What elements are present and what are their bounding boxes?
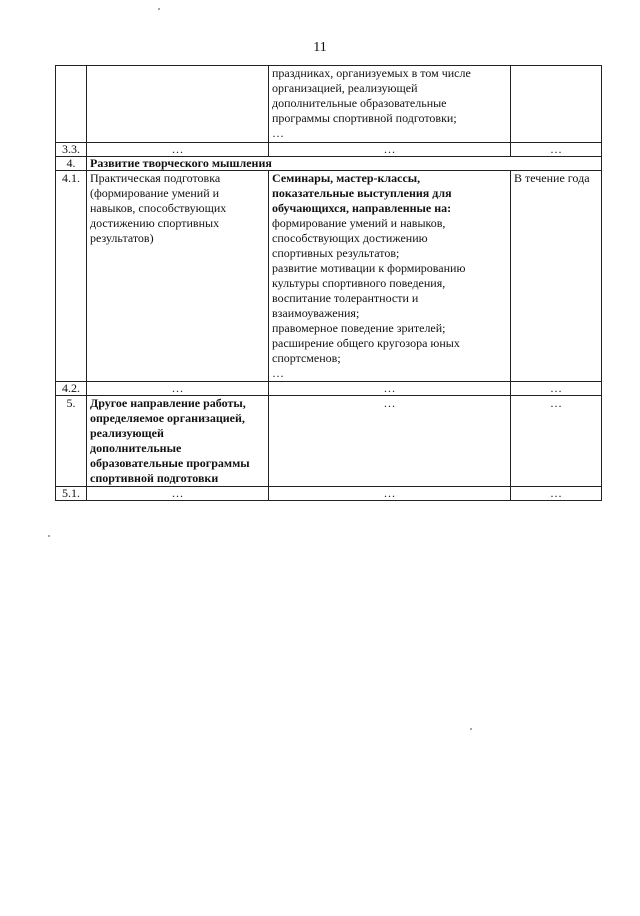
row-events: … — [269, 487, 511, 501]
text-line-bold: обучающихся, направленные на: — [272, 201, 452, 215]
text-line-bold: спортивной подготовки — [90, 471, 219, 485]
row-deadline: … — [511, 382, 602, 396]
row-content-type: … — [87, 487, 269, 501]
section-number: 5. — [56, 396, 87, 487]
text-line: спортсменов; — [272, 351, 341, 365]
section-row — [56, 396, 602, 487]
row-number: 3.3. — [56, 143, 87, 157]
row-deadline: … — [511, 487, 602, 501]
row-number: 4.1. — [56, 171, 87, 382]
section-title: Развитие творческого мышления — [87, 157, 602, 171]
table-row — [56, 171, 602, 382]
text-line: культуры спортивного поведения, — [272, 276, 446, 290]
row-content-type — [87, 66, 269, 143]
page-number: 11 — [313, 40, 327, 55]
text-line: организацией, реализующей — [272, 81, 418, 95]
text-line: результатов) — [90, 231, 154, 245]
text-line: формирование умений и навыков, — [272, 216, 446, 230]
row-events — [269, 171, 511, 382]
text-line: навыков, способствующих — [90, 201, 227, 215]
row-events — [269, 66, 511, 143]
text-line: способствующих достижению — [272, 231, 428, 245]
text-line: достижению спортивных — [90, 216, 220, 230]
text-line-bold: образовательные программы — [90, 456, 250, 470]
table-row — [56, 382, 602, 396]
scan-speck — [470, 728, 472, 730]
row-content-type: … — [87, 382, 269, 396]
text-line: программы спортивной подготовки; — [272, 111, 457, 125]
text-line: (формирование умений и — [90, 186, 220, 200]
row-number — [56, 66, 87, 143]
text-line: спортивных результатов; — [272, 246, 400, 260]
text-line: … — [272, 366, 284, 380]
row-deadline: В течение года — [511, 171, 602, 382]
text-line: воспитание толерантности и — [272, 291, 419, 305]
row-events: … — [269, 396, 511, 487]
text-line-bold: дополнительные — [90, 441, 182, 455]
text-line: Практическая подготовка — [90, 171, 221, 185]
row-deadline: … — [511, 143, 602, 157]
text-line: расширение общего кругозора юных — [272, 336, 460, 350]
row-events: … — [269, 143, 511, 157]
text-line: … — [272, 126, 284, 140]
table-row — [56, 487, 602, 501]
text-line-bold: Другое направление работы, — [90, 396, 246, 410]
row-content-type — [87, 171, 269, 382]
row-content-type: … — [87, 143, 269, 157]
scan-speck — [48, 535, 50, 537]
section-number: 4. — [56, 157, 87, 171]
text-line-bold: показательные выступления для — [272, 186, 452, 200]
row-number: 5.1. — [56, 487, 87, 501]
text-line: развитие мотивации к формированию — [272, 261, 466, 275]
text-line-bold: определяемое организацией, — [90, 411, 245, 425]
text-line: правомерное поведение зрителей; — [272, 321, 446, 335]
text-line-bold: реализующей — [90, 426, 164, 440]
scan-speck — [158, 8, 160, 10]
table-row — [56, 66, 602, 143]
section-row — [56, 157, 602, 171]
text-line: дополнительные образовательные — [272, 96, 447, 110]
row-deadline — [511, 66, 602, 143]
text-line: праздниках, организуемых в том числе — [272, 66, 471, 80]
table-row — [56, 143, 602, 157]
row-deadline: … — [511, 396, 602, 487]
row-number: 4.2. — [56, 382, 87, 396]
text-line-bold: Семинары, мастер-классы, — [272, 171, 421, 185]
row-events: … — [269, 382, 511, 396]
text-line: взаимоуважения; — [272, 306, 360, 320]
section-title — [87, 396, 269, 487]
events-table — [55, 65, 602, 501]
